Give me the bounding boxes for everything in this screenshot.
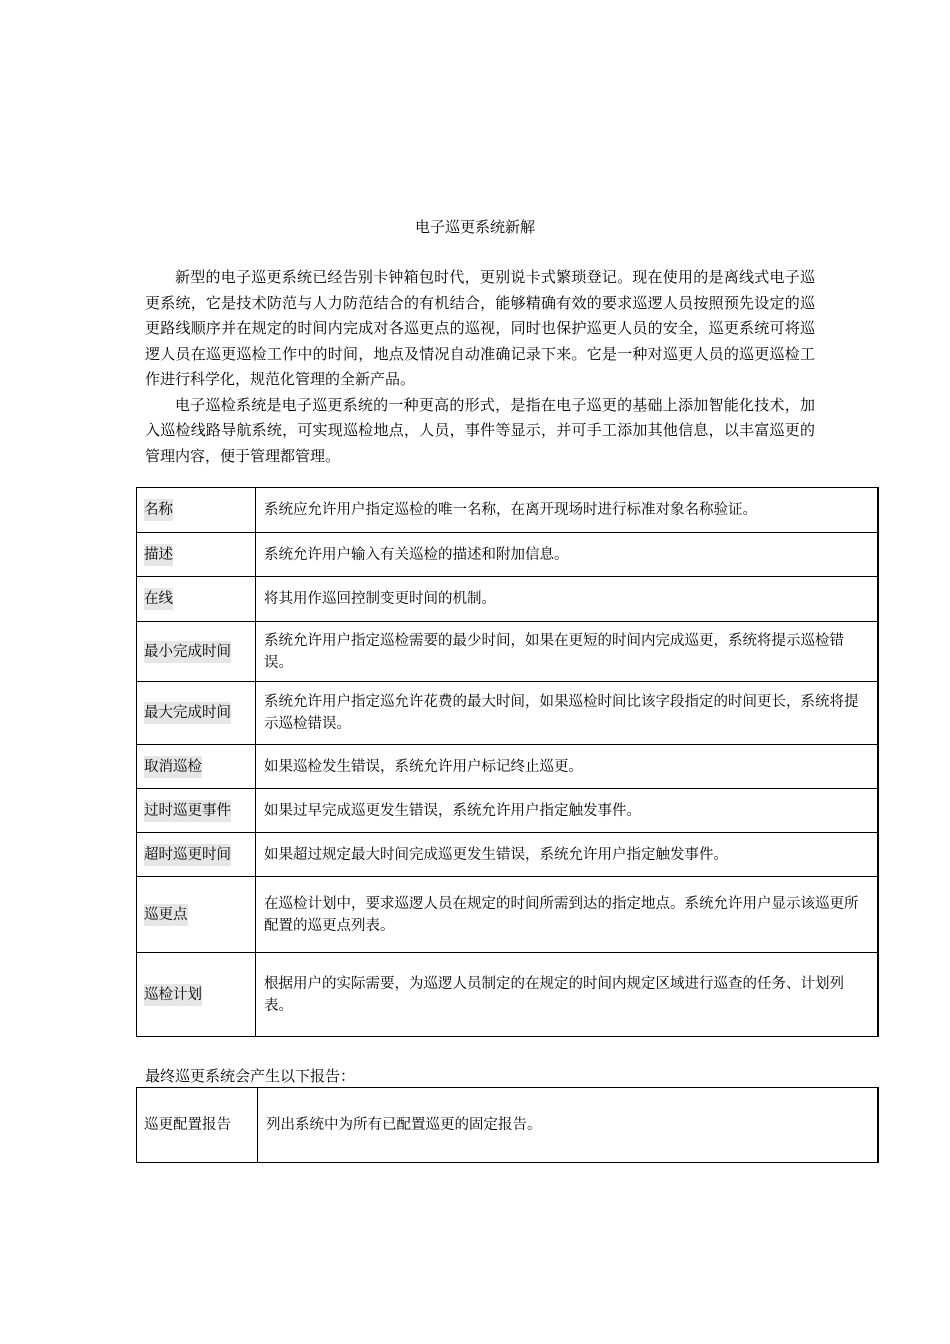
table-row xyxy=(137,682,879,745)
table-row xyxy=(137,1088,879,1163)
feature-table xyxy=(136,487,879,1037)
table-border-shadow xyxy=(877,1087,879,1163)
feature-desc: 将其用作巡回控制变更时间的机制。 xyxy=(256,577,879,622)
table-row xyxy=(137,877,879,953)
report-label: 巡更配置报告 xyxy=(137,1088,258,1163)
feature-label-cell xyxy=(137,833,256,877)
table-row xyxy=(137,488,879,533)
feature-label: 超时巡更时间 xyxy=(144,844,231,866)
table-row xyxy=(137,833,879,877)
report-desc: 列出系统中为所有已配置巡更的固定报告。 xyxy=(258,1088,879,1163)
feature-label-cell xyxy=(137,533,256,577)
feature-desc: 如果超过规定最大时间完成巡更发生错误，系统允许用户指定触发事件。 xyxy=(256,833,879,877)
feature-label-cell xyxy=(137,622,256,682)
feature-label: 取消巡检 xyxy=(144,756,202,778)
table-row xyxy=(137,577,879,622)
feature-label-cell xyxy=(137,488,256,533)
feature-desc: 在巡检计划中，要求巡逻人员在规定的时间所需到达的指定地点。系统允许用户显示该巡更所配置的巡更点列表。 xyxy=(256,877,879,953)
intro-paragraph-1: 新型的电子巡更系统已经告别卡钟箱包时代，更别说卡式繁琐登记。现在使用的是离线式电子巡更系统，它是技术防范与人力防范结合的有机结合，能够精确有效的要求巡逻人员按照预先设定的巡更路线顺序并在规定的时间内完成对各巡更点的巡视，同时也保护巡更人员的安全，巡更系统可将巡逻人员在巡更巡检工作中的时间，地点及情况自动准确记录下来。它是一种对巡更人员的巡更巡检工作进行科学化，规范化管理的全新产品。 xyxy=(145,268,815,388)
table-border-shadow xyxy=(877,487,879,1037)
page-title: 电子巡更系统新解 xyxy=(414,218,535,236)
table-row xyxy=(137,789,879,833)
feature-label-cell xyxy=(137,877,256,953)
intro-text xyxy=(145,265,815,469)
report-heading: 最终巡更系统会产生以下报告： xyxy=(145,1067,356,1085)
table-row xyxy=(137,533,879,577)
feature-desc: 系统应允许用户指定巡检的唯一名称，在离开现场时进行标准对象名称验证。 xyxy=(256,488,879,533)
feature-label: 巡更点 xyxy=(144,904,188,926)
feature-label-cell xyxy=(137,577,256,622)
feature-desc: 根据用户的实际需要，为巡逻人员制定的在规定的时间内规定区域进行巡查的任务、计划列表。 xyxy=(256,953,879,1037)
feature-desc: 如果过早完成巡更发生错误，系统允许用户指定触发事件。 xyxy=(256,789,879,833)
feature-label-cell xyxy=(137,953,256,1037)
feature-label: 在线 xyxy=(144,588,173,610)
feature-label: 描述 xyxy=(144,544,173,566)
feature-label: 过时巡更事件 xyxy=(144,800,231,822)
feature-label-cell xyxy=(137,745,256,789)
feature-label: 最小完成时间 xyxy=(144,641,231,663)
feature-desc: 系统允许用户指定巡检需要的最少时间，如果在更短的时间内完成巡更，系统将提示巡检错误。 xyxy=(256,622,879,682)
feature-label-cell xyxy=(137,789,256,833)
feature-label-cell xyxy=(137,682,256,745)
feature-label: 名称 xyxy=(144,499,173,521)
feature-label: 最大完成时间 xyxy=(144,702,231,724)
feature-desc: 系统允许用户指定巡允许花费的最大时间，如果巡检时间比该字段指定的时间更长，系统将提示巡检错误。 xyxy=(256,682,879,745)
table-row xyxy=(137,953,879,1037)
table-row xyxy=(137,745,879,789)
report-table xyxy=(136,1087,879,1163)
feature-desc: 如果巡检发生错误，系统允许用户标记终止巡更。 xyxy=(256,745,879,789)
intro-paragraph-2: 电子巡检系统是电子巡更系统的一种更高的形式，是指在电子巡更的基础上添加智能化技术，加入巡检线路导航系统，可实现巡检地点，人员，事件等显示，并可手工添加其他信息，以丰富巡更的管理内容，便于管理都管理。 xyxy=(145,395,815,465)
feature-desc: 系统允许用户输入有关巡检的描述和附加信息。 xyxy=(256,533,879,577)
table-row xyxy=(137,622,879,682)
feature-label: 巡检计划 xyxy=(144,984,202,1006)
